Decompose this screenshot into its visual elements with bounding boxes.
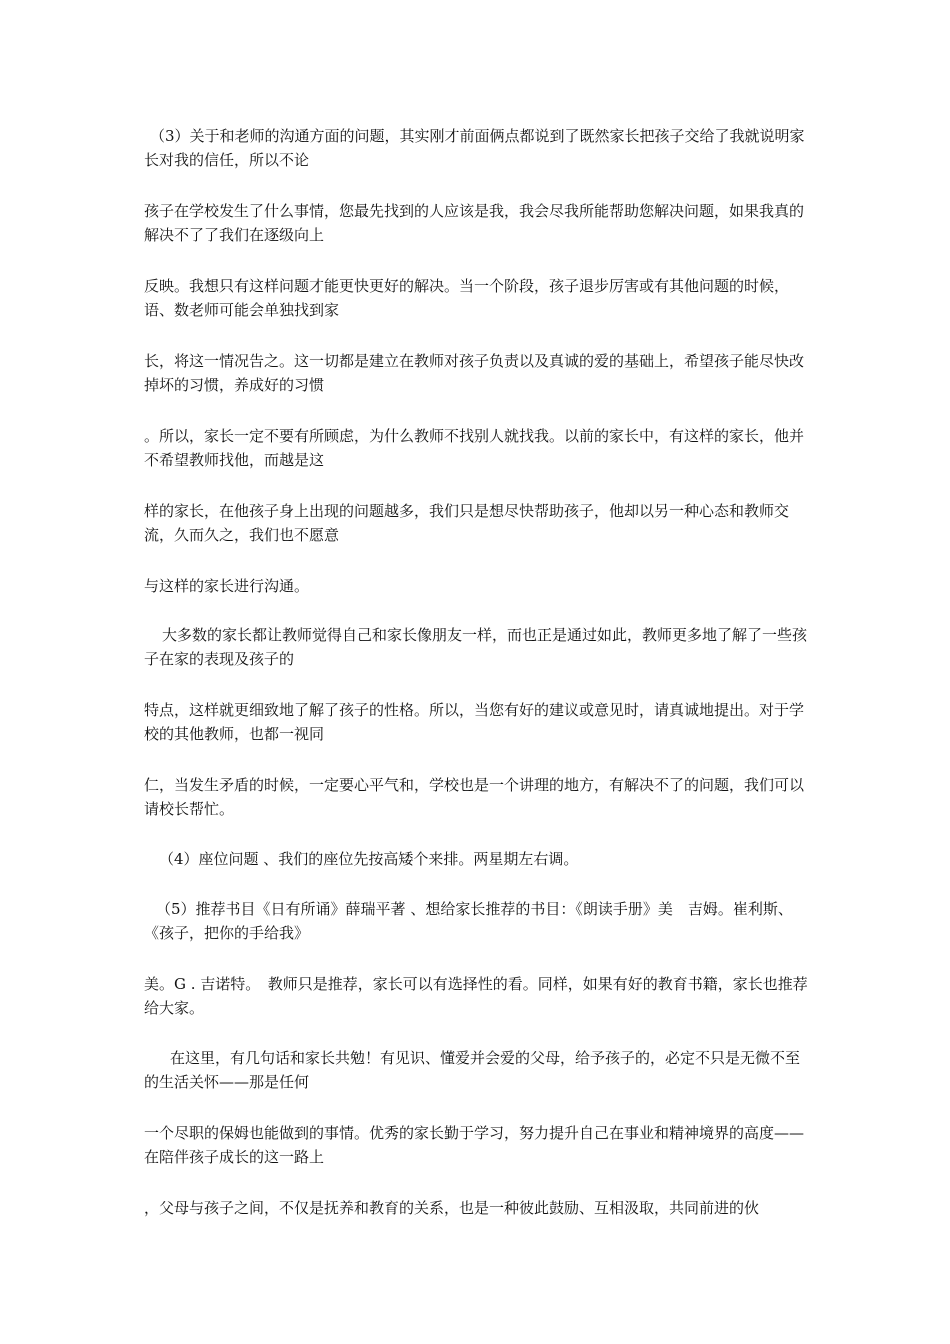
paragraph-10: 仁，当发生矛盾的时候，一定要心平气和，学校也是一个讲理的地方，有解决不了的问题，我们可以请校长帮忙。 [144,776,805,818]
paragraph-8: 大多数的家长都让教师觉得自己和家长像朋友一样，而也正是通过如此，教师更多地了解了一些孩子在家的表现及孩子的 [144,626,808,668]
paragraph-2: 孩子在学校发生了什么事情，您最先找到的人应该是我，我会尽我所能帮助您解决问题，如果我真的解决不了了我们在逐级向上 [144,202,805,244]
paragraph-15: 一个尽职的保姆也能做到的事情。优秀的家长勤于学习，努力提升自己在事业和精神境界的高度——在陪伴孩子成长的这一路上 [144,1124,805,1166]
paragraph-14: 在这里，有几句话和家长共勉！有见识、懂爱并会爱的父母，给予孩子的，必定不只是无微不至的生活关怀——那是任何 [144,1049,801,1091]
paragraph-16: ，父母与孩子之间，不仅是抚养和教育的关系，也是一种彼此鼓励、互相汲取，共同前进的伙 [144,1199,760,1217]
paragraph-11: （4）座位问题 、我们的座位先按高矮个来排。两星期左右调。 [159,850,579,868]
paragraph-6: 样的家长，在他孩子身上出现的问题越多，我们只是想尽快帮助孩子，他却以另一种心态和教师交流，久而久之，我们也不愿意 [144,502,790,544]
paragraph-4: 长，将这一情况告之。这一切都是建立在教师对孩子负责以及真诚的爱的基础上，希望孩子能尽快改掉坏的习惯，养成好的习惯 [144,352,805,394]
paragraph-12: （5）推荐书目《日有所诵》薛瑞平著 、想给家长推荐的书目：《朗读手册》美 吉姆。崔利斯、《孩子，把你的手给我》 [144,900,793,942]
paragraph-13: 美。G . 吉诺特。 教师只是推荐，家长可以有选择性的看。同样，如果有好的教育书籍，家长也推荐给大家。 [144,975,808,1017]
paragraph-3: 反映。我想只有这样问题才能更快更好的解决。当一个阶段，孩子退步厉害或有其他问题的时候，语、数老师可能会单独找到家 [144,277,790,319]
paragraph-1: （3）关于和老师的沟通方面的问题，其实刚才前面俩点都说到了既然家长把孩子交给了我就说明家长对我的信任，所以不论 [144,127,805,169]
paragraph-9: 特点，这样就更细致地了解了孩子的性格。所以，当您有好的建议或意见时，请真诚地提出。对于学校的其他教师，也都一视同 [144,701,805,743]
paragraph-7: 与这样的家长进行沟通。 [144,577,310,595]
paragraph-5: 。所以，家长一定不要有所顾虑，为什么教师不找别人就找我。以前的家长中，有这样的家长，他并不希望教师找他，而越是这 [144,427,805,469]
